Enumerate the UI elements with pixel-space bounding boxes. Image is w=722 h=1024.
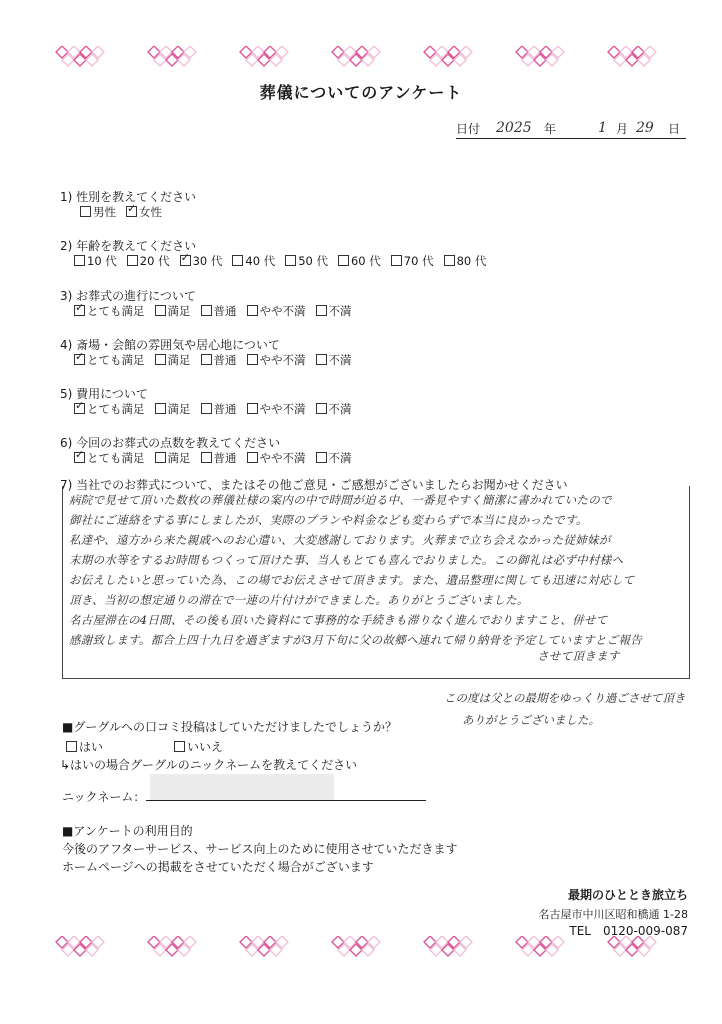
option[interactable] xyxy=(74,352,145,368)
option-label: 20 代 xyxy=(139,254,170,268)
date-day: 29 xyxy=(636,120,654,136)
option[interactable] xyxy=(316,352,352,368)
option-label: やや不満 xyxy=(259,402,306,416)
question-label: 3) お葬式の進行について xyxy=(60,289,196,303)
date-label: 日付 xyxy=(456,122,481,136)
google-question: ■グーグルへの口コミ投稿はしていただけましたでしょうか？ xyxy=(62,720,397,734)
option-row xyxy=(74,450,362,466)
date-month-unit: 月 xyxy=(616,122,629,136)
option[interactable] xyxy=(80,204,116,220)
company-address: 名古屋市中川区昭和橋通 1-28 xyxy=(538,908,688,921)
option[interactable] xyxy=(74,253,117,269)
option-label: やや不満 xyxy=(259,451,306,465)
option[interactable] xyxy=(232,253,275,269)
checkbox[interactable] xyxy=(232,255,243,266)
checkbox[interactable] xyxy=(201,452,212,463)
option-row xyxy=(80,204,172,220)
option-label: 普通 xyxy=(213,304,237,318)
option[interactable] xyxy=(201,450,237,466)
option-label: やや不満 xyxy=(259,304,306,318)
date-month: 1 xyxy=(598,120,607,136)
option[interactable] xyxy=(201,352,237,368)
option[interactable] xyxy=(338,253,381,269)
checkbox[interactable] xyxy=(285,255,296,266)
option[interactable] xyxy=(155,401,191,417)
side-note-line: ありがとうございました。 xyxy=(462,713,600,727)
checkbox[interactable] xyxy=(66,741,77,752)
checkbox[interactable] xyxy=(155,452,166,463)
option[interactable] xyxy=(316,401,352,417)
checkbox[interactable] xyxy=(338,255,349,266)
checkbox[interactable] xyxy=(316,403,327,414)
option-label: 女性 xyxy=(139,205,162,219)
option-row xyxy=(74,352,362,368)
comment-line: させて頂きます xyxy=(537,649,620,663)
checkbox[interactable] xyxy=(155,403,166,414)
option[interactable] xyxy=(127,253,170,269)
checkbox[interactable] xyxy=(155,354,166,365)
option-label: とても満足 xyxy=(87,304,145,318)
option[interactable] xyxy=(316,303,352,319)
usage-line-2: ホームページへの掲載をさせていただく場合がございます xyxy=(62,860,374,874)
comment-box[interactable] xyxy=(62,486,690,679)
comment-line: 御社にご連絡をする事にしましたが、実際のプランや料金なども変わらずで本当に良かったです。 xyxy=(69,513,588,527)
checkbox[interactable] xyxy=(316,305,327,316)
checkbox-checked[interactable] xyxy=(126,206,137,217)
option-label: 不満 xyxy=(328,451,352,465)
option[interactable] xyxy=(74,450,145,466)
decorative-border-bottom xyxy=(0,936,722,964)
checkbox[interactable] xyxy=(155,305,166,316)
checkbox[interactable] xyxy=(247,305,258,316)
option-label: 50 代 xyxy=(298,254,328,268)
checkbox[interactable] xyxy=(247,403,258,414)
option[interactable] xyxy=(247,450,306,466)
option-label: 普通 xyxy=(213,402,237,416)
google-yes-option[interactable] xyxy=(66,738,103,755)
nickname-prompt: ↳はいの場合グーグルのニックネームを教えてください xyxy=(60,758,358,772)
question-label: 6) 今回のお葬式の点数を教えてください xyxy=(60,436,281,450)
question-label: 2) 年齢を教えてください xyxy=(60,239,197,253)
option-label: 10 代 xyxy=(87,254,117,268)
question-label: 1) 性別を教えてください xyxy=(60,190,197,204)
company-tel: TEL 0120-009-087 xyxy=(569,924,688,938)
question-label: 4) 斎場・会館の雰囲気や居心地について xyxy=(60,338,280,352)
option[interactable] xyxy=(180,253,223,269)
checkbox[interactable] xyxy=(444,255,455,266)
side-note-line: この度は父との最期をゆっくり過ごさせて頂き xyxy=(444,691,686,705)
company-name: 最期のひととき旅立ち xyxy=(567,888,688,902)
nickname-label: ニックネーム： xyxy=(62,790,146,804)
option[interactable] xyxy=(126,204,162,220)
checkbox[interactable] xyxy=(247,354,258,365)
option-row xyxy=(74,253,496,269)
comment-line: 頂き、当初の想定通りの滞在で一連の片付けができました。ありがとうございました。 xyxy=(69,593,529,607)
comment-line: 名古屋滞在の4日間、その後も頂いた資料にて事務的な手続きも滞りなく進んでおりますこと、併せて xyxy=(69,613,608,627)
checkbox[interactable] xyxy=(316,452,327,463)
option-label: 満足 xyxy=(167,451,191,465)
checkbox-checked[interactable] xyxy=(74,403,85,414)
option-label: 満足 xyxy=(167,353,191,367)
option-label: 60 代 xyxy=(350,254,381,268)
option[interactable] xyxy=(444,253,487,269)
checkbox[interactable] xyxy=(201,354,212,365)
checkbox[interactable] xyxy=(316,354,327,365)
option-label: 満足 xyxy=(167,304,191,318)
question-label: 5) 費用について xyxy=(60,387,148,401)
redacted-nickname xyxy=(150,774,334,800)
option[interactable] xyxy=(247,303,306,319)
google-yes-label: はい xyxy=(79,740,104,754)
option-label: 満足 xyxy=(167,402,191,416)
comment-line: 病院で見せて頂いた数枚の葬儀社様の案内の中で時間が迫る中、一番見やすく簡潔に書かれていたので xyxy=(69,493,612,507)
date-day-unit: 日 xyxy=(668,122,681,136)
checkbox-checked[interactable] xyxy=(74,452,85,463)
option-label: 男性 xyxy=(93,205,116,219)
option[interactable] xyxy=(201,303,237,319)
checkbox[interactable] xyxy=(127,255,138,266)
option[interactable] xyxy=(285,253,328,269)
comment-line: 末期の水等をするお時間もつくって頂けた事、当人もとても喜んでおりました。この御礼は必ず中村様へ xyxy=(69,553,624,567)
checkbox[interactable] xyxy=(201,403,212,414)
checkbox[interactable] xyxy=(391,255,402,266)
checkbox[interactable] xyxy=(201,305,212,316)
option-label: 普通 xyxy=(213,353,237,367)
usage-line-1: 今後のアフターサービス、サービス向上のために使用させていただきます xyxy=(62,842,458,856)
comment-line: 感謝致します。都合上四十九日を過ぎますが3月下旬に父の故郷へ連れて帰り納骨を予定していますとご報告 xyxy=(69,633,643,647)
option-row xyxy=(74,401,362,417)
comment-line: 私達や、遠方から来た親戚へのお心遣い、大変感謝しております。火葬まで立ち会えなかった従姉妹が xyxy=(69,533,611,547)
option[interactable] xyxy=(155,303,191,319)
option[interactable] xyxy=(74,303,145,319)
checkbox-checked[interactable] xyxy=(74,354,85,365)
option-label: 不満 xyxy=(328,304,352,318)
option[interactable] xyxy=(391,253,434,269)
option[interactable] xyxy=(247,352,306,368)
option-label: とても満足 xyxy=(87,353,145,367)
option[interactable] xyxy=(74,401,145,417)
option-label: 80 代 xyxy=(456,254,487,268)
option-label: とても満足 xyxy=(87,451,145,465)
option-label: とても満足 xyxy=(87,402,145,416)
option[interactable] xyxy=(155,450,191,466)
google-no-option[interactable] xyxy=(174,738,223,755)
nickname-field[interactable] xyxy=(146,800,426,801)
checkbox[interactable] xyxy=(74,255,85,266)
option-label: 40 代 xyxy=(245,254,276,268)
date-year: 2025 xyxy=(496,120,532,136)
option-label: 普通 xyxy=(213,451,237,465)
checkbox[interactable] xyxy=(80,206,91,217)
decorative-border-top xyxy=(0,46,722,74)
comment-line: お伝えしたいと思っていた為、この場でお伝えさせて頂きます。また、遺品整理に関しても迅速に対応して xyxy=(69,573,635,587)
google-no-label: いいえ xyxy=(187,740,224,754)
option[interactable] xyxy=(155,352,191,368)
option-label: 70 代 xyxy=(403,254,434,268)
q7-label: 7) 当社でのお葬式について、またはその他ご意見・ご感想がございましたらお聞かせください xyxy=(60,478,568,492)
option[interactable] xyxy=(316,450,352,466)
option-label: 不満 xyxy=(328,402,352,416)
option[interactable] xyxy=(247,401,306,417)
date-field[interactable] xyxy=(456,116,686,139)
page-title: 葬儀についてのアンケート xyxy=(259,83,463,102)
checkbox-checked[interactable] xyxy=(74,305,85,316)
option[interactable] xyxy=(201,401,237,417)
option-label: 30 代 xyxy=(192,254,223,268)
checkbox[interactable] xyxy=(247,452,258,463)
checkbox-checked[interactable] xyxy=(180,255,191,266)
date-year-unit: 年 xyxy=(544,122,557,136)
option-label: 不満 xyxy=(328,353,352,367)
option-label: やや不満 xyxy=(259,353,306,367)
checkbox[interactable] xyxy=(174,741,185,752)
usage-heading: ■アンケートの利用目的 xyxy=(62,824,193,838)
option-row xyxy=(74,303,362,319)
